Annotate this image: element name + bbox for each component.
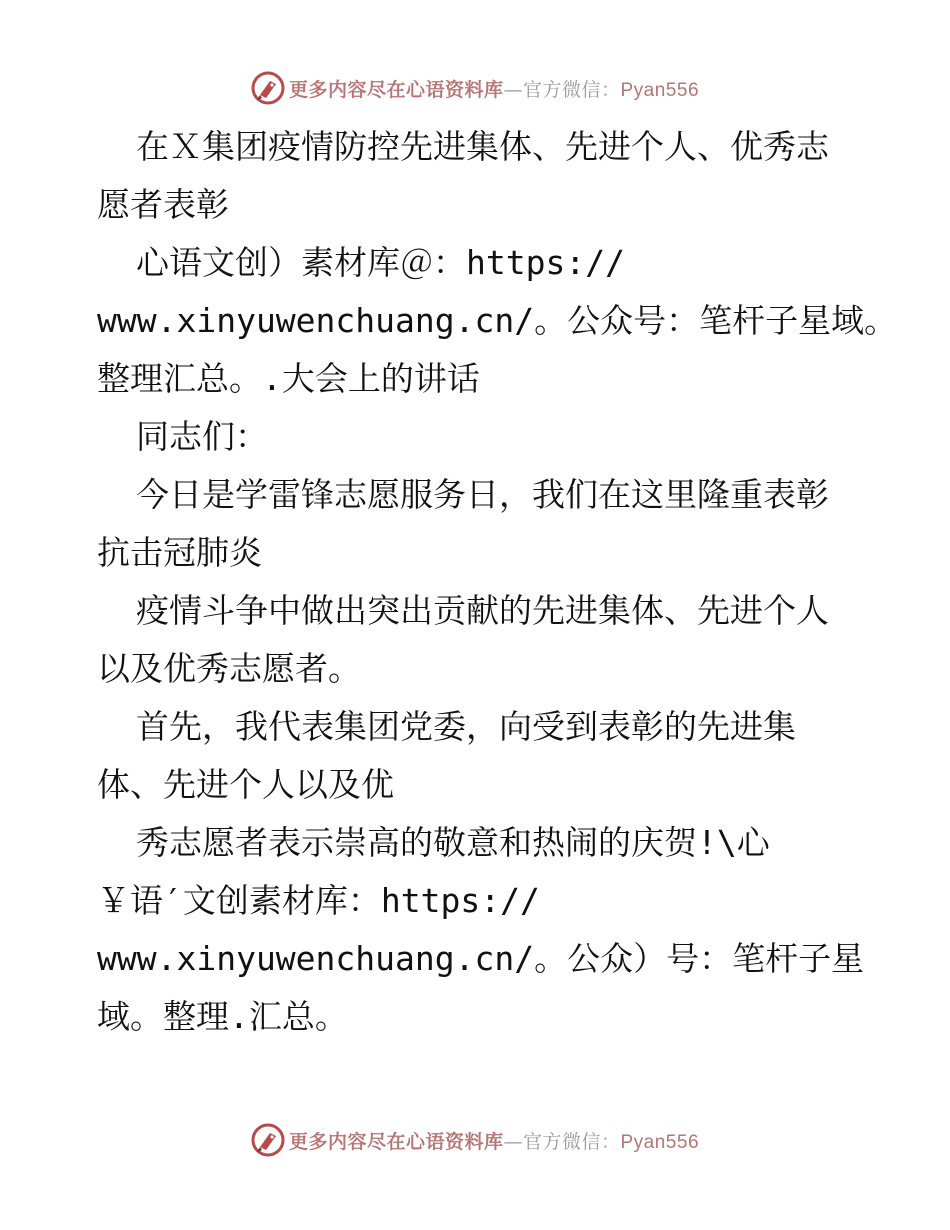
text-line: 今日是学雷锋志愿服务日，我们在这里隆重表彰: [136, 475, 829, 514]
watermark-text-bottom: [289, 1127, 699, 1154]
wechat-label: 官方微信：: [522, 1130, 621, 1153]
text-line: 疫情斗争中做出突出贡献的先进集体、先进个人: [136, 591, 829, 630]
text-line: 愿者表彰: [97, 185, 229, 224]
text-line: 整理汇总。.大会上的讲话: [97, 359, 480, 398]
text-line: 在Ｘ集团疫情防控先进集体、先进个人、优秀志: [136, 127, 829, 166]
text-line: 心语文创）素材库＠：https://: [136, 243, 625, 282]
wechat-id: Pyan556: [620, 1131, 700, 1153]
footer-watermark: [0, 1120, 950, 1160]
watermark-text-top: [289, 75, 699, 102]
watermark-slogan: 更多内容尽在心语资料库: [288, 1130, 504, 1153]
text-line: 抗击冠肺炎: [97, 533, 262, 572]
header-watermark: [0, 68, 950, 108]
text-line: ￥语′文创素材库：https://: [97, 881, 540, 920]
pen-nib-circle-icon: [251, 1123, 285, 1157]
text-line: 以及优秀志愿者。: [97, 649, 361, 688]
text-line: 域。整理.汇总。: [97, 997, 348, 1036]
text-line: www.xinyuwenchuang.cn/。公众号：笔杆子星域。: [97, 301, 898, 340]
text-line: 体、先进个人以及优: [97, 765, 394, 804]
text-line: 秀志愿者表示崇高的敬意和热闹的庆贺!\心: [136, 823, 770, 862]
document-body: [97, 118, 898, 1046]
watermark-slogan: 更多内容尽在心语资料库: [288, 78, 504, 101]
watermark-separator: —: [503, 1130, 523, 1153]
text-line: www.xinyuwenchuang.cn/。公众）号：笔杆子星: [97, 939, 865, 978]
text-line: 首先，我代表集团党委，向受到表彰的先进集: [136, 707, 796, 746]
wechat-id: Pyan556: [620, 79, 700, 101]
wechat-label: 官方微信：: [522, 78, 621, 101]
pen-nib-circle-icon: [251, 71, 285, 105]
watermark-separator: —: [503, 78, 523, 101]
text-line: 同志们：: [136, 417, 268, 456]
